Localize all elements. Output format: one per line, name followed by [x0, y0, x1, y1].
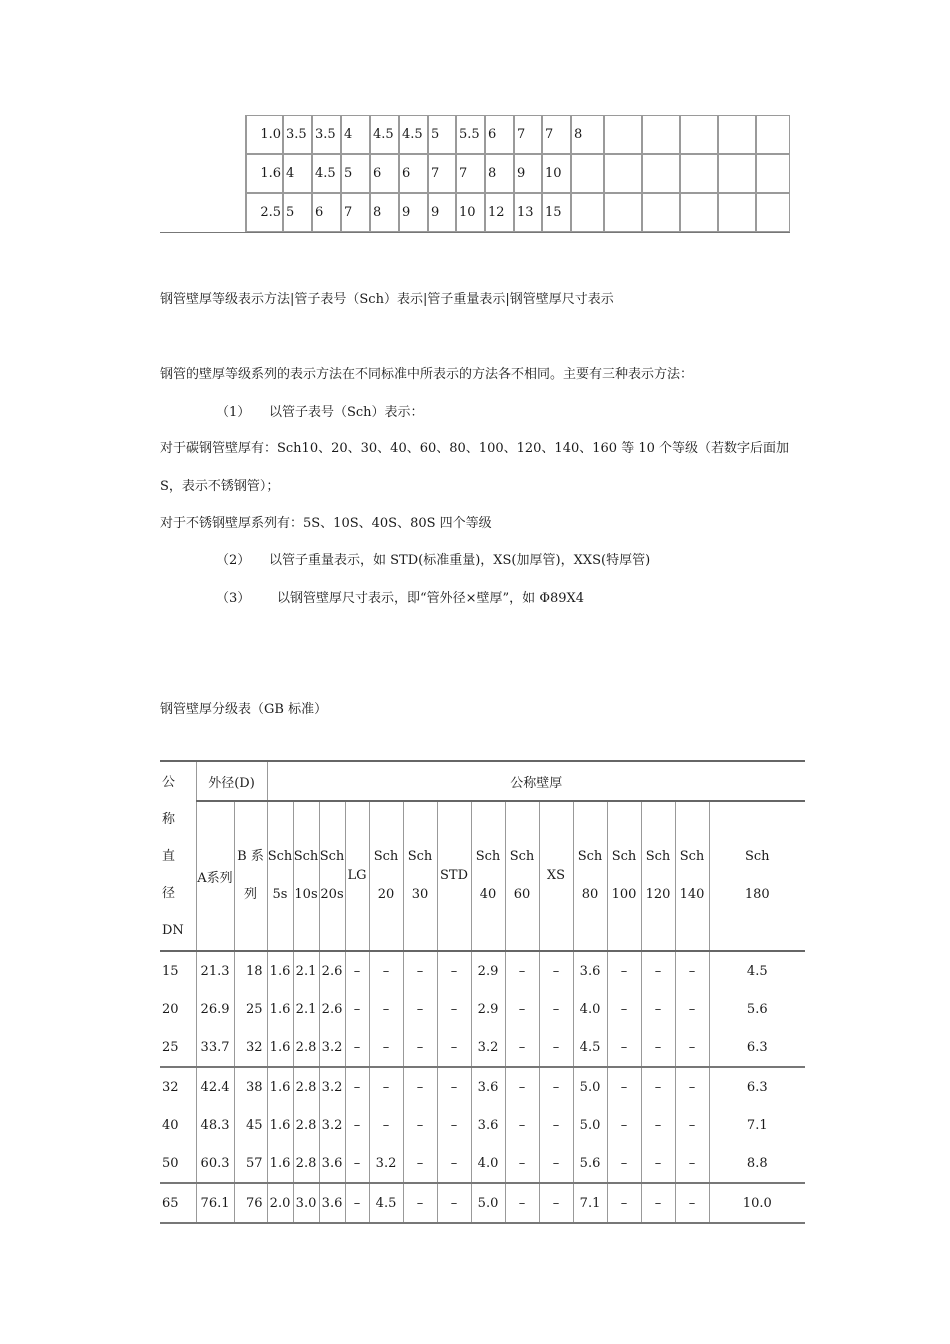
wall-thickness-fragment-table — [160, 115, 790, 233]
fragment-cell — [718, 154, 756, 193]
fragment-cell: 2.5 — [246, 193, 283, 232]
fragment-cell: 8 — [571, 115, 604, 154]
value-cell: – — [675, 1028, 709, 1067]
value-cell: 1.6 — [267, 990, 293, 1028]
fragment-cell — [680, 193, 718, 232]
column-header-line1: STD — [440, 868, 469, 883]
fragment-cell — [571, 154, 604, 193]
dn-header-char: 径 — [162, 885, 176, 901]
dn-header-char: DN — [162, 922, 184, 938]
dn-header — [160, 761, 196, 951]
value-cell: – — [607, 1144, 641, 1183]
column-header-line2: 20 — [377, 887, 395, 902]
fragment-cell: 10 — [456, 193, 485, 232]
value-cell: – — [641, 951, 675, 990]
fragment-row — [160, 115, 790, 154]
b-series-line2: 列 — [244, 887, 258, 902]
column-header-line2: 10s — [294, 887, 318, 902]
value-cell: – — [437, 1183, 471, 1223]
b-series-header — [234, 801, 267, 951]
column-header-line1: Sch — [679, 849, 705, 864]
value-cell: – — [403, 1144, 437, 1183]
fragment-blank-cell — [160, 154, 246, 193]
value-cell: – — [369, 1067, 403, 1106]
thickness-column-header — [293, 801, 319, 951]
column-header-line1: Sch — [267, 849, 293, 864]
value-cell: 45 — [234, 1106, 267, 1144]
value-cell: – — [345, 1106, 369, 1144]
value-cell: 10.0 — [709, 1183, 805, 1223]
fragment-cell — [718, 115, 756, 154]
carbon-steel-line2: S，表示不锈钢管）； — [160, 479, 280, 494]
value-cell: – — [675, 951, 709, 990]
value-cell: 1.6 — [267, 1106, 293, 1144]
value-cell: – — [505, 1028, 539, 1067]
fragment-cell: 5 — [283, 193, 312, 232]
fragment-cell: 7 — [456, 154, 485, 193]
dn-cell: 40 — [162, 1117, 179, 1133]
value-cell: 7.1 — [573, 1183, 607, 1223]
value-cell: 2.8 — [293, 1144, 319, 1183]
thickness-column-header — [267, 801, 293, 951]
value-cell: 4.5 — [709, 951, 805, 990]
fragment-cell — [680, 154, 718, 193]
value-cell: 3.6 — [471, 1106, 505, 1144]
fragment-cell: 13 — [514, 193, 542, 232]
column-header-line2: 20s — [320, 887, 344, 902]
value-cell: – — [437, 951, 471, 990]
fragment-row — [160, 193, 790, 232]
fragment-cell: 9 — [428, 193, 456, 232]
thickness-column-header — [345, 801, 369, 951]
table-row — [160, 1144, 805, 1183]
fragment-cell: 6 — [312, 193, 341, 232]
value-cell: 3.6 — [471, 1067, 505, 1106]
value-cell: 4.0 — [573, 990, 607, 1028]
item2-number: （2） — [216, 553, 251, 568]
item1-number: （1） — [216, 405, 251, 420]
value-cell: – — [403, 951, 437, 990]
value-cell: – — [539, 1106, 573, 1144]
value-cell: 4.0 — [471, 1144, 505, 1183]
column-header-line2: 100 — [611, 887, 637, 902]
fragment-cell — [642, 193, 680, 232]
dn-cell: 20 — [162, 1001, 179, 1017]
fragment-cell: 1.0 — [246, 115, 283, 154]
value-cell: 5.6 — [709, 990, 805, 1028]
column-header-line2: 5s — [272, 887, 288, 902]
column-header-line1: Sch — [475, 849, 501, 864]
value-cell: 4.5 — [369, 1183, 403, 1223]
thickness-column-header — [607, 801, 641, 951]
value-cell: 33.7 — [196, 1028, 234, 1067]
value-cell: 7.1 — [709, 1106, 805, 1144]
fragment-cell: 7 — [428, 154, 456, 193]
dn-cell: 32 — [162, 1079, 179, 1095]
table-row — [160, 1067, 805, 1106]
value-cell: 2.1 — [293, 951, 319, 990]
value-cell: 26.9 — [196, 990, 234, 1028]
column-header-line2: 140 — [679, 887, 705, 902]
thickness-column-header — [437, 801, 471, 951]
column-header-line1: Sch — [407, 849, 433, 864]
value-cell: – — [505, 951, 539, 990]
b-series-line1: B 系 — [237, 849, 264, 864]
value-cell: – — [345, 1144, 369, 1183]
value-cell: – — [403, 1028, 437, 1067]
value-cell: 76.1 — [196, 1183, 234, 1223]
value-cell: – — [675, 1144, 709, 1183]
fragment-cell: 6 — [485, 115, 514, 154]
fragment-cell: 4.5 — [399, 115, 428, 154]
value-cell: – — [403, 990, 437, 1028]
value-cell: – — [641, 1067, 675, 1106]
value-cell: 2.9 — [471, 990, 505, 1028]
value-cell: – — [607, 951, 641, 990]
value-cell: – — [403, 1106, 437, 1144]
value-cell: 76 — [234, 1183, 267, 1223]
column-header-line1: Sch — [577, 849, 603, 864]
value-cell: 5.0 — [573, 1067, 607, 1106]
value-cell: – — [539, 1144, 573, 1183]
dn-header-char: 称 — [162, 811, 176, 827]
value-cell: 3.2 — [319, 1067, 345, 1106]
value-cell: 1.6 — [267, 1144, 293, 1183]
fragment-cell — [604, 154, 642, 193]
value-cell: – — [641, 990, 675, 1028]
value-cell: – — [369, 990, 403, 1028]
thickness-column-header — [369, 801, 403, 951]
value-cell: 2.6 — [319, 951, 345, 990]
value-cell: 2.9 — [471, 951, 505, 990]
value-cell: 5.6 — [573, 1144, 607, 1183]
value-cell: – — [505, 1144, 539, 1183]
value-cell: 2.8 — [293, 1067, 319, 1106]
value-cell: 4.5 — [573, 1028, 607, 1067]
value-cell: 1.6 — [267, 1028, 293, 1067]
column-header-line1: Sch — [373, 849, 399, 864]
value-cell: – — [369, 1106, 403, 1144]
value-cell: – — [437, 1028, 471, 1067]
table-row — [160, 1028, 805, 1067]
value-cell: – — [675, 1106, 709, 1144]
value-cell: 32 — [234, 1028, 267, 1067]
item3-text: 以钢管壁厚尺寸表示，即“管外径×壁厚”，如 Φ89X4 — [277, 591, 585, 606]
dn-cell: 15 — [162, 963, 179, 979]
value-cell: – — [345, 1183, 369, 1223]
value-cell: 3.2 — [319, 1106, 345, 1144]
value-cell: 3.2 — [471, 1028, 505, 1067]
value-cell: 5.0 — [573, 1106, 607, 1144]
value-cell: – — [505, 1106, 539, 1144]
value-cell: 2.1 — [293, 990, 319, 1028]
nominal-thickness-header: 公称壁厚 — [267, 761, 805, 801]
gb-wall-thickness-table — [160, 760, 805, 1224]
fragment-cell — [756, 154, 790, 193]
fragment-cell: 4 — [283, 154, 312, 193]
column-header-line2: 40 — [479, 887, 497, 902]
fragment-cell: 8 — [485, 154, 514, 193]
fragment-row — [160, 154, 790, 193]
stainless-line: 对于不锈钢壁厚系列有：5S、10S、40S、80S 四个等级 — [160, 516, 492, 531]
table-row — [160, 990, 805, 1028]
value-cell: 3.2 — [319, 1028, 345, 1067]
item1-text: 以管子表号（Sch）表示： — [269, 405, 424, 420]
value-cell: – — [607, 1183, 641, 1223]
fragment-cell: 8 — [370, 193, 399, 232]
value-cell: 2.8 — [293, 1028, 319, 1067]
fragment-cell: 4 — [341, 115, 370, 154]
value-cell: – — [403, 1183, 437, 1223]
dn-cell: 65 — [160, 1183, 196, 1223]
fragment-cell: 12 — [485, 193, 514, 232]
thickness-column-header — [539, 801, 573, 951]
value-cell: – — [641, 1106, 675, 1144]
value-cell: – — [675, 990, 709, 1028]
item2-text: 以管子重量表示，如 STD(标准重量)，XS(加厚管)，XXS(特厚管) — [269, 553, 651, 568]
column-header-line2: 180 — [744, 887, 770, 902]
value-cell: – — [345, 1028, 369, 1067]
value-cell: – — [403, 1067, 437, 1106]
column-header-line1: Sch — [645, 849, 671, 864]
value-cell: 2.8 — [293, 1106, 319, 1144]
fragment-cell: 5 — [341, 154, 370, 193]
column-header-line1: Sch — [744, 849, 770, 864]
value-cell: – — [607, 990, 641, 1028]
value-cell: – — [437, 1144, 471, 1183]
column-header-line1: Sch — [509, 849, 535, 864]
fragment-cell: 7 — [514, 115, 542, 154]
value-cell: – — [641, 1183, 675, 1223]
column-header-line1: XS — [546, 868, 566, 883]
carbon-steel-line1: 对于碳钢管壁厚有：Sch10、20、30、40、60、80、100、120、140、160 等 10 个等级（若数字后面加 — [160, 441, 790, 456]
fragment-cell — [680, 115, 718, 154]
dn-cell: 25 — [160, 1028, 196, 1067]
fragment-cell — [756, 193, 790, 232]
value-cell: 1.6 — [267, 1067, 293, 1106]
value-cell: – — [369, 951, 403, 990]
fragment-cell: 6 — [370, 154, 399, 193]
fragment-blank-cell — [160, 193, 246, 232]
value-cell: – — [437, 990, 471, 1028]
value-cell: 48.3 — [196, 1106, 234, 1144]
value-cell: 18 — [234, 951, 267, 990]
column-header-line2: 30 — [411, 887, 429, 902]
value-cell: – — [641, 1028, 675, 1067]
value-cell: – — [437, 1106, 471, 1144]
table-row — [160, 1183, 805, 1223]
dn-cell: 50 — [160, 1144, 196, 1183]
fragment-cell: 9 — [399, 193, 428, 232]
od-header: 外径(D) — [196, 761, 267, 801]
dn-header-char: 直 — [162, 848, 176, 864]
value-cell: – — [607, 1028, 641, 1067]
value-cell: 2.0 — [267, 1183, 293, 1223]
fragment-cell: 7 — [341, 193, 370, 232]
value-cell: – — [505, 1067, 539, 1106]
value-cell: – — [345, 1067, 369, 1106]
fragment-cell — [642, 115, 680, 154]
thickness-column-header — [641, 801, 675, 951]
value-cell: – — [505, 990, 539, 1028]
value-cell: – — [539, 1028, 573, 1067]
fragment-cell: 5.5 — [456, 115, 485, 154]
fragment-cell: 5 — [428, 115, 456, 154]
value-cell: 1.6 — [267, 951, 293, 990]
value-cell: – — [539, 951, 573, 990]
fragment-cell — [571, 193, 604, 232]
value-cell: – — [437, 1067, 471, 1106]
column-header-line1: Sch — [611, 849, 637, 864]
value-cell: – — [369, 1028, 403, 1067]
value-cell: 6.3 — [709, 1067, 805, 1106]
fragment-cell — [642, 154, 680, 193]
thickness-column-header — [709, 801, 805, 951]
value-cell: 38 — [234, 1067, 267, 1106]
fragment-cell — [756, 115, 790, 154]
fragment-cell — [604, 115, 642, 154]
value-cell: 57 — [234, 1144, 267, 1183]
fragment-cell — [718, 193, 756, 232]
item3-number: （3） — [216, 591, 251, 606]
value-cell: 21.3 — [196, 951, 234, 990]
value-cell: 2.6 — [319, 990, 345, 1028]
thickness-column-header — [471, 801, 505, 951]
column-header-line2: 80 — [581, 887, 599, 902]
fragment-cell: 4.5 — [370, 115, 399, 154]
thickness-column-header — [573, 801, 607, 951]
value-cell: – — [641, 1144, 675, 1183]
value-cell: 3.6 — [573, 951, 607, 990]
thickness-column-header — [403, 801, 437, 951]
value-cell: – — [539, 990, 573, 1028]
value-cell: – — [675, 1183, 709, 1223]
fragment-blank-cell — [160, 115, 246, 154]
value-cell: – — [505, 1183, 539, 1223]
value-cell: 5.0 — [471, 1183, 505, 1223]
fragment-cell: 3.5 — [312, 115, 341, 154]
fragment-cell: 1.6 — [246, 154, 283, 193]
value-cell: – — [607, 1067, 641, 1106]
dn-header-char: 公 — [162, 774, 176, 790]
thickness-column-header — [675, 801, 709, 951]
value-cell: 60.3 — [196, 1144, 234, 1183]
value-cell: 3.6 — [319, 1144, 345, 1183]
column-header-line2: 60 — [513, 887, 531, 902]
fragment-cell — [604, 193, 642, 232]
fragment-cell: 7 — [542, 115, 571, 154]
value-cell: 3.2 — [369, 1144, 403, 1183]
value-cell: 3.6 — [319, 1183, 345, 1223]
column-header-line1: LG — [347, 868, 367, 883]
fragment-cell: 9 — [514, 154, 542, 193]
value-cell: 6.3 — [709, 1028, 805, 1067]
intro-paragraph: 钢管的壁厚等级系列的表示方法在不同标准中所表示的方法各不相同。主要有三种表示方法： — [160, 367, 694, 382]
value-cell: 3.0 — [293, 1183, 319, 1223]
table-title: 钢管壁厚分级表（GB 标准） — [160, 702, 328, 717]
table-row — [160, 951, 805, 990]
value-cell: 25 — [234, 990, 267, 1028]
fragment-cell: 15 — [542, 193, 571, 232]
value-cell: – — [607, 1106, 641, 1144]
value-cell: – — [345, 990, 369, 1028]
thickness-column-header — [505, 801, 539, 951]
section-heading: 钢管壁厚等级表示方法|管子表号（Sch）表示|管子重量表示|钢管壁厚尺寸表示 — [160, 292, 614, 307]
fragment-cell: 6 — [399, 154, 428, 193]
fragment-cell: 4.5 — [312, 154, 341, 193]
value-cell: – — [539, 1183, 573, 1223]
value-cell: 8.8 — [709, 1144, 805, 1183]
value-cell: 42.4 — [196, 1067, 234, 1106]
fragment-cell: 3.5 — [283, 115, 312, 154]
column-header-line1: Sch — [293, 849, 319, 864]
fragment-cell: 10 — [542, 154, 571, 193]
column-header-line2: 120 — [645, 887, 671, 902]
value-cell: – — [539, 1067, 573, 1106]
thickness-column-header — [319, 801, 345, 951]
value-cell: – — [675, 1067, 709, 1106]
column-header-line1: Sch — [319, 849, 345, 864]
table-row — [160, 1106, 805, 1144]
value-cell: – — [345, 951, 369, 990]
a-series-header: A系列 — [196, 801, 234, 951]
